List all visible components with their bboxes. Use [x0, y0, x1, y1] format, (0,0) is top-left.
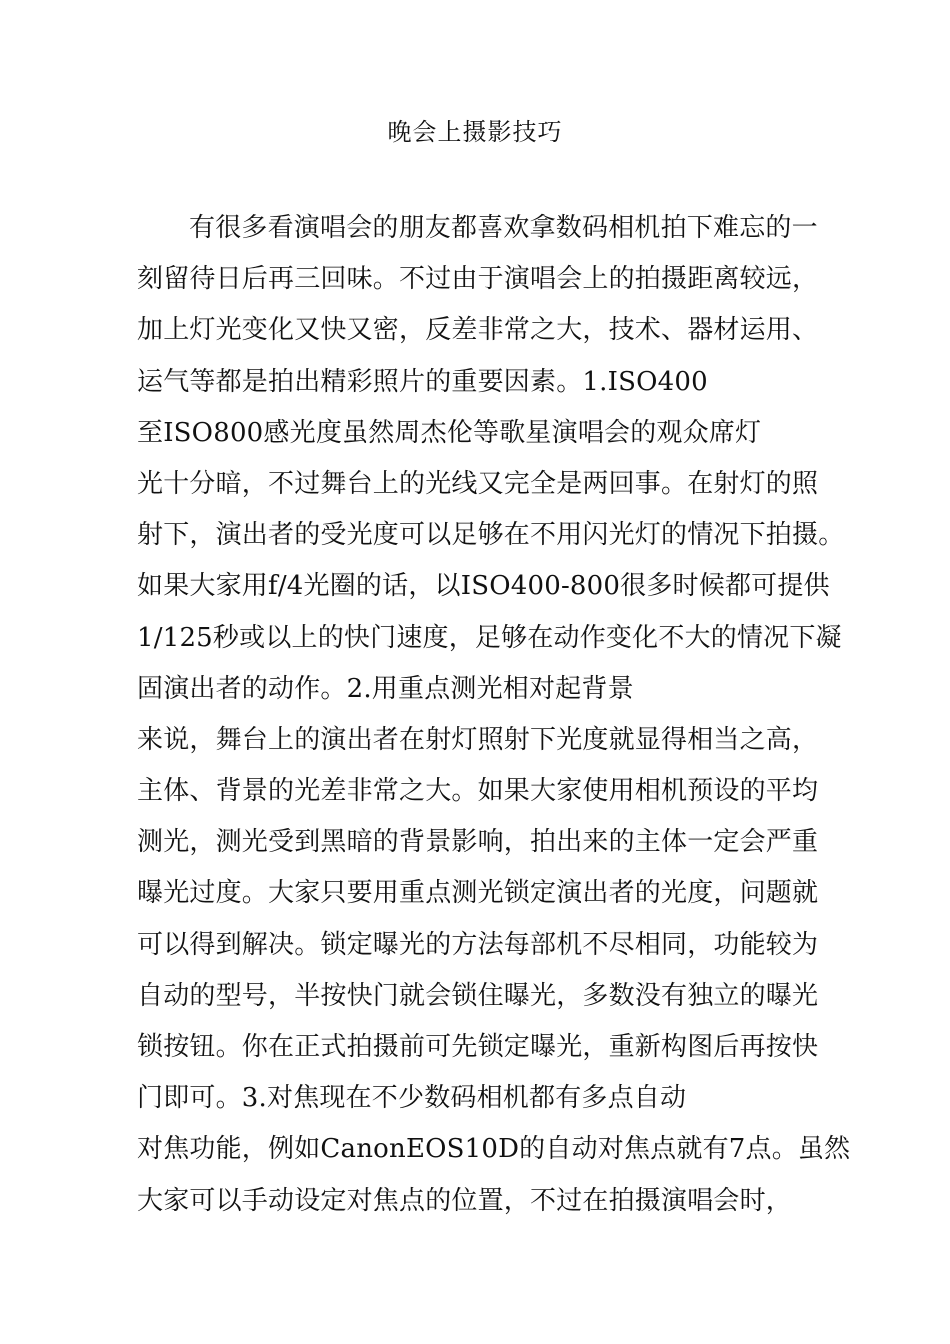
paragraph-line: 固演出者的动作。2.用重点测光相对起背景 — [137, 673, 634, 704]
paragraph-line: 加上灯光变化又快又密，反差非常之大，技术、器材运用、 — [137, 315, 819, 346]
document-body — [137, 206, 851, 1230]
paragraph-line: 自动的型号，半按快门就会锁住曝光，多数没有独立的曝光 — [137, 980, 819, 1011]
paragraph-line: 测光，测光受到黑暗的背景影响，拍出来的主体一定会严重 — [137, 827, 819, 858]
paragraph-line: 刻留待日后再三回味。不过由于演唱会上的拍摄距离较远， — [137, 264, 819, 295]
paragraph-line: 大家可以手动设定对焦点的位置，不过在拍摄演唱会时， — [137, 1185, 793, 1216]
paragraph-line: 射下，演出者的受光度可以足够在不用闪光灯的情况下拍摄。 — [137, 520, 845, 551]
paragraph-line: 1/125秒或以上的快门速度，足够在动作变化不大的情况下凝 — [137, 622, 842, 653]
paragraph-line: 可以得到解决。锁定曝光的方法每部机不尽相同，功能较为 — [137, 929, 819, 960]
paragraph-line: 锁按钮。你在正式拍摄前可先锁定曝光，重新构图后再按快 — [137, 1032, 819, 1062]
paragraph-line: 门即可。3.对焦现在不少数码相机都有多点自动 — [137, 1083, 687, 1114]
paragraph-line: 对焦功能，例如CanonEOS10D的自动对焦点就有7点。虽然 — [137, 1134, 851, 1165]
paragraph-line: 曝光过度。大家只要用重点测光锁定演出者的光度，问题就 — [137, 878, 819, 909]
document-title: 晚会上摄影技巧 — [387, 118, 563, 146]
paragraph-line: 来说，舞台上的演出者在射灯照射下光度就显得相当之高， — [137, 724, 819, 755]
paragraph-line: 光十分暗，不过舞台上的光线又完全是两回事。在射灯的照 — [137, 468, 819, 499]
paragraph-line: 主体、背景的光差非常之大。如果大家使用相机预设的平均 — [137, 776, 819, 807]
paragraph-line: 如果大家用f/4光圈的话，以ISO400-800很多时候都可提供 — [137, 571, 830, 602]
paragraph-line: 运气等都是拍出精彩照片的重要因素。1.ISO400 — [137, 366, 708, 397]
paragraph-line: 至ISO800感光度虽然周杰伦等歌星演唱会的观众席灯 — [137, 417, 762, 448]
paragraph-line: 有很多看演唱会的朋友都喜欢拿数码相机拍下难忘的一 — [189, 213, 818, 243]
